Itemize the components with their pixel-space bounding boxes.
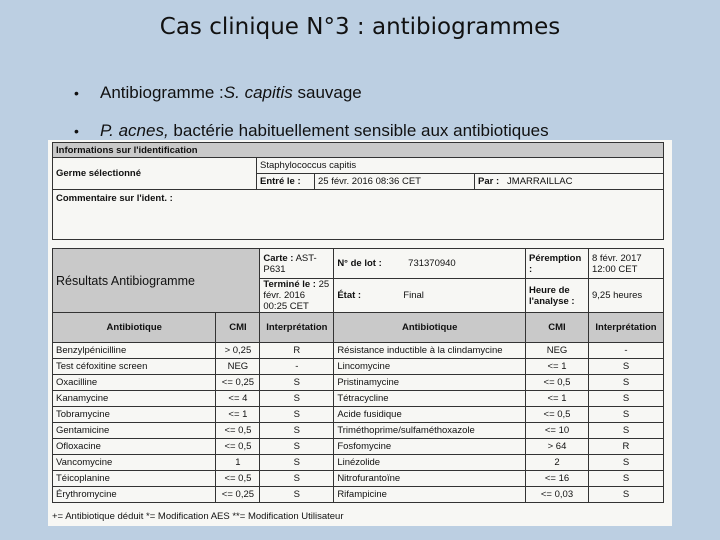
par-label: Par : xyxy=(478,176,500,187)
antibiogram-table xyxy=(52,248,664,503)
cell-i1: S xyxy=(260,375,334,391)
lot-label: N° de lot : xyxy=(337,258,382,269)
cell-i2: S xyxy=(588,423,663,439)
cell-a2: Tétracycline xyxy=(334,391,526,407)
cell-c1: <= 0,25 xyxy=(216,487,260,503)
cell-i2: S xyxy=(588,471,663,487)
lab-report-sheet xyxy=(48,140,672,526)
termine-cell xyxy=(260,279,334,313)
cell-a1: Gentamicine xyxy=(53,423,216,439)
cell-c1: <= 4 xyxy=(216,391,260,407)
cell-i2: S xyxy=(588,391,663,407)
bullet-item-1 xyxy=(74,74,714,112)
germe-value: Staphylococcus capitis xyxy=(257,158,664,174)
lot-cell xyxy=(334,249,526,279)
table-row xyxy=(53,343,664,359)
cell-i1: S xyxy=(260,439,334,455)
bullet-list xyxy=(74,74,714,150)
cell-c1: <= 0,5 xyxy=(216,471,260,487)
cell-c2: > 64 xyxy=(526,439,589,455)
cell-i1: S xyxy=(260,471,334,487)
cell-i1: R xyxy=(260,343,334,359)
lot-value: 731370940 xyxy=(408,258,456,269)
cell-c1: <= 0,5 xyxy=(216,439,260,455)
cell-a2: Fosfomycine xyxy=(334,439,526,455)
carte-label: Carte : xyxy=(263,252,294,264)
cell-c2: NEG xyxy=(526,343,589,359)
cell-a2: Acide fusidique xyxy=(334,407,526,423)
termine-value: 25 févr. 2016 00:25 CET xyxy=(263,279,330,312)
cell-i2: S xyxy=(588,375,663,391)
bullet-2-italic: P. acnes, xyxy=(100,121,169,140)
table-row xyxy=(53,439,664,455)
cell-i2: S xyxy=(588,359,663,375)
cell-i1: - xyxy=(260,359,334,375)
identification-table xyxy=(52,142,664,240)
termine-label: Terminé le : xyxy=(263,279,316,290)
bullet-2-suffix: bactérie habituellement sensible aux antibiotiques xyxy=(168,121,549,140)
table-row xyxy=(53,391,664,407)
cell-c1: <= 1 xyxy=(216,407,260,423)
bullet-dot-icon: • xyxy=(74,123,79,139)
cell-c1: > 0,25 xyxy=(216,343,260,359)
cell-c1: <= 0,5 xyxy=(216,423,260,439)
cell-c2: <= 1 xyxy=(526,359,589,375)
col-cmi-2: CMI xyxy=(526,313,589,343)
cell-a1: Érythromycine xyxy=(53,487,216,503)
cell-i2: R xyxy=(588,439,663,455)
cell-c2: <= 0,5 xyxy=(526,407,589,423)
cell-i1: S xyxy=(260,391,334,407)
cell-a1: Tobramycine xyxy=(53,407,216,423)
table-row xyxy=(53,423,664,439)
heure-value: 9,25 heures xyxy=(588,279,663,313)
cell-a2: Nitrofurantoïne xyxy=(334,471,526,487)
cell-a2: Linézolide xyxy=(334,455,526,471)
cell-c2: <= 0,5 xyxy=(526,375,589,391)
cell-i2: S xyxy=(588,455,663,471)
bullet-dot-icon: • xyxy=(74,85,79,101)
par-cell xyxy=(475,174,664,190)
bullet-1-suffix: sauvage xyxy=(292,83,362,102)
table-row xyxy=(53,359,664,375)
entre-value: 25 févr. 2016 08:36 CET xyxy=(315,174,475,190)
col-cmi-1: CMI xyxy=(216,313,260,343)
cell-c1: <= 0,25 xyxy=(216,375,260,391)
cell-a1: Kanamycine xyxy=(53,391,216,407)
cell-c1: 1 xyxy=(216,455,260,471)
etat-cell xyxy=(334,279,526,313)
cell-c2: <= 0,03 xyxy=(526,487,589,503)
cell-a1: Benzylpénicilline xyxy=(53,343,216,359)
cell-c2: <= 16 xyxy=(526,471,589,487)
table-row xyxy=(53,407,664,423)
cell-a2: Résistance inductible à la clindamycine xyxy=(334,343,526,359)
cell-a1: Vancomycine xyxy=(53,455,216,471)
carte-value: AST-P631 xyxy=(263,252,317,275)
cell-a1: Téicoplanine xyxy=(53,471,216,487)
cell-c2: 2 xyxy=(526,455,589,471)
germe-label: Germe sélectionné xyxy=(53,158,257,190)
entre-label: Entré le : xyxy=(257,174,315,190)
cell-c1: NEG xyxy=(216,359,260,375)
cell-a2: Triméthoprime/sulfaméthoxazole xyxy=(334,423,526,439)
identification-header: Informations sur l'identification xyxy=(53,143,664,158)
col-interpretation-2: Interprétation xyxy=(588,313,663,343)
etat-label: État : xyxy=(337,290,362,301)
cell-i2: - xyxy=(588,343,663,359)
cell-a1: Oxacilline xyxy=(53,375,216,391)
cell-i1: S xyxy=(260,487,334,503)
col-antibiotique-1: Antibiotique xyxy=(53,313,216,343)
footnote: += Antibiotique déduit *= Modification AES **= Modification Utilisateur xyxy=(52,511,344,522)
par-value: JMARRAILLAC xyxy=(507,176,573,187)
cell-a1: Ofloxacine xyxy=(53,439,216,455)
antibiogram-rows xyxy=(53,343,664,503)
cell-i1: S xyxy=(260,423,334,439)
slide-title: Cas clinique N°3 : antibiogrammes xyxy=(159,14,561,40)
cell-a2: Rifampicine xyxy=(334,487,526,503)
table-row xyxy=(53,455,664,471)
peremption-label: Péremption : xyxy=(526,249,589,279)
peremption-value: 8 févr. 2017 12:00 CET xyxy=(588,249,663,279)
bullet-1-italic: S. capitis xyxy=(223,83,293,102)
table-row xyxy=(53,375,664,391)
etat-value: Final xyxy=(403,290,424,301)
heure-label: Heure de l'analyse : xyxy=(526,279,589,313)
cell-i2: S xyxy=(588,487,663,503)
cell-a1: Test céfoxitine screen xyxy=(53,359,216,375)
table-row xyxy=(53,471,664,487)
cell-c2: <= 10 xyxy=(526,423,589,439)
col-interpretation-1: Interprétation xyxy=(260,313,334,343)
carte-cell xyxy=(260,249,334,279)
bullet-1-prefix: Antibiogramme : xyxy=(100,83,224,102)
resultats-title: Résultats Antibiogramme xyxy=(53,249,260,313)
cell-i1: S xyxy=(260,455,334,471)
col-antibiotique-2: Antibiotique xyxy=(334,313,526,343)
cell-c2: <= 1 xyxy=(526,391,589,407)
commentaire-label: Commentaire sur l'ident. : xyxy=(53,190,664,240)
cell-i2: S xyxy=(588,407,663,423)
cell-i1: S xyxy=(260,407,334,423)
table-row xyxy=(53,487,664,503)
cell-a2: Pristinamycine xyxy=(334,375,526,391)
cell-a2: Lincomycine xyxy=(334,359,526,375)
